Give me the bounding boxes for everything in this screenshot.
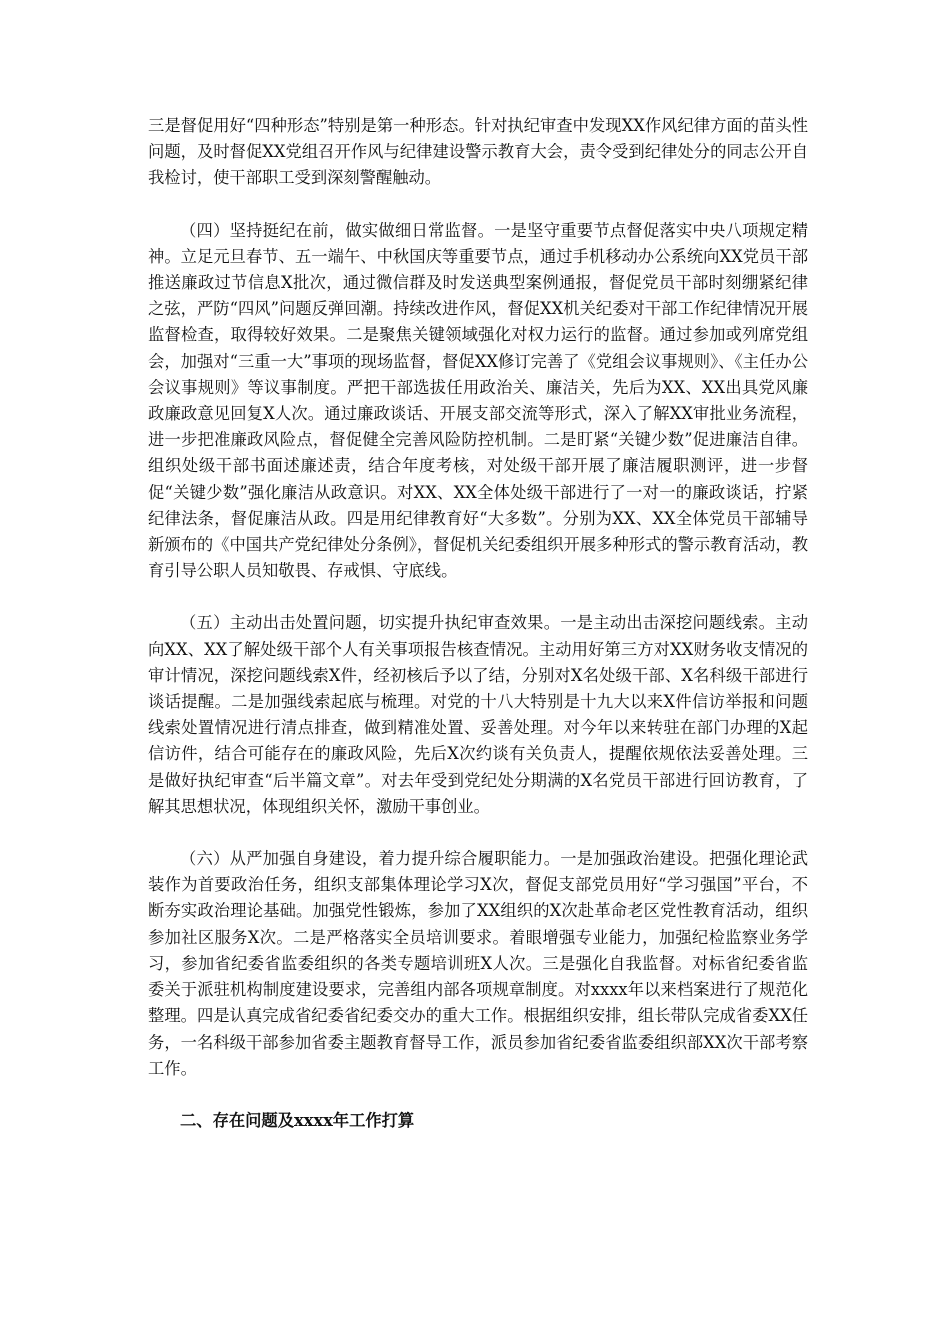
- document-body: [148, 113, 808, 1134]
- paragraph-section-6: （六）从严加强自身建设，着力提升综合履职能力。一是加强政治建设。把强化理论武装作为首要政治任务，组织支部集体理论学习X次，督促支部党员用好“学习强国”平台，不断夯实政治理论基础。加强党性锻炼，参加了XX组织的X次赴革命老区党性教育活动，组织参加社区服务X次。二是严格落实全员培训要求。着眼增强专业能力，加强纪检监察业务学习，参加省纪委省监委组织的各类专题培训班X人次。三是强化自我监督。对标省纪委省监委关于派驻机构制度建设要求，完善组内部各项规章制度。对xxxx年以来档案进行了规范化整理。四是认真完成省纪委省纪委交办的重大工作。根据组织安排，组长带队完成省委XX任务，一名科级干部参加省委主题教育督导工作，派员参加省纪委省监委组织部XX次干部考察工作。: [148, 849, 808, 1078]
- section-heading: 二、存在问题及xxxx年工作打算: [180, 1110, 415, 1130]
- paragraph-continuation: 三是督促用好“四种形态”特别是第一种形态。针对执纪审查中发现XX作风纪律方面的苗头性问题，及时督促XX党组召开作风与纪律建设警示教育大会，责令受到纪律处分的同志公开自我检讨，使干部职工受到深刻警醒触动。: [148, 116, 808, 188]
- paragraph-section-5: （五）主动出击处置问题，切实提升执纪审查效果。一是主动出击深挖问题线索。主动向XX、XX了解处级干部个人有关事项报告核查情况。主动用好第三方对XX财务收支情况的审计情况，深挖问题线索X件，经初核后予以了结，分别对X名处级干部、X名科级干部进行谈话提醒。二是加强线索起底与梳理。对党的十八大特别是十九大以来X件信访举报和问题线索处置情况进行清点排查，做到精准处置、妥善处理。对今年以来转驻在部门办理的X起信访件，结合可能存在的廉政风险，先后X次约谈有关负责人，提醒依规依法妥善处理。三是做好执纪审查“后半篇文章”。对去年受到党纪处分期满的X名党员干部进行回访教育，了解其思想状况，体现组织关怀，激励干事创业。: [148, 613, 808, 816]
- paragraph-section-4: （四）坚持挺纪在前，做实做细日常监督。一是坚守重要节点督促落实中央八项规定精神。立足元旦春节、五一端午、中秋国庆等重要节点，通过手机移动办公系统向XX党员干部推送廉政过节信息X批次，通过微信群及时发送典型案例通报，督促党员干部时刻绷紧纪律之弦，严防“四风”问题反弹回潮。持续改进作风，督促XX机关纪委对干部工作纪律情况开展监督检查，取得较好效果。二是聚焦关键领域强化对权力运行的监督。通过参加或列席党组会，加强对“三重一大”事项的现场监督，督促XX修订完善了《党组会议事规则》、《主任办公会议事规则》等议事制度。严把干部选拔任用政治关、廉洁关，先后为XX、XX出具党风廉政廉政意见回复X人次。通过廉政谈话、开展支部交流等形式，深入了解XX审批业务流程，进一步把准廉政风险点，督促健全完善风险防控机制。二是盯紧“关键少数”促进廉洁自律。组织处级干部书面述廉述责，结合年度考核，对处级干部开展了廉洁履职测评，进一步督促“关键少数”强化廉洁从政意识。对XX、XX全体处级干部进行了一对一的廉政谈话，拧紧纪律法条，督促廉洁从政。四是用纪律教育好“大多数”。分别为XX、XX全体党员干部辅导新颁布的《中国共产党纪律处分条例》，督促机关纪委组织开展多种形式的警示教育活动，教育引导公职人员知敬畏、存戒惧、守底线。: [148, 220, 808, 581]
